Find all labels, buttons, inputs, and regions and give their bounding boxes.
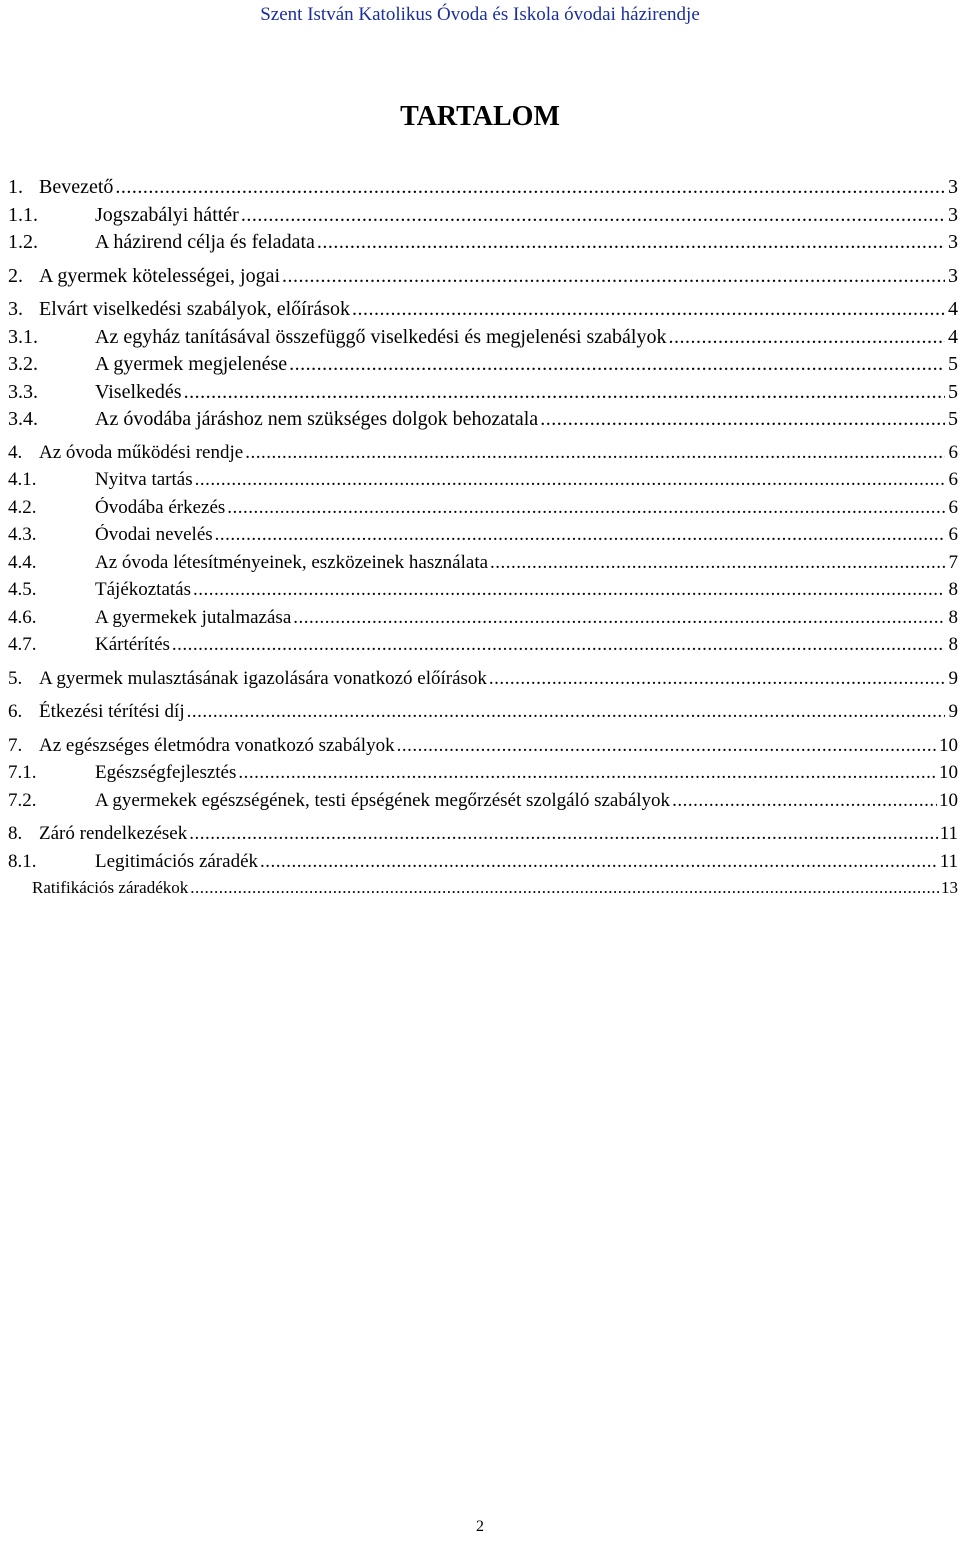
toc-leader [672, 790, 937, 812]
toc-number: 4.2. [8, 496, 37, 518]
toc-page: 3 [948, 231, 958, 253]
toc-number: 1.2. [8, 231, 38, 253]
toc-entry-7-2[interactable] [8, 790, 958, 818]
toc-entry-2[interactable] [8, 265, 958, 293]
toc-leader [190, 878, 939, 898]
toc-entry-1-2[interactable] [8, 231, 958, 259]
toc-entry-4-1[interactable] [8, 469, 958, 497]
toc-number: 6. [8, 701, 23, 722]
toc-leader [227, 497, 945, 519]
toc-title: Jogszabályi háttér [95, 203, 239, 226]
toc-page: 8 [948, 606, 958, 628]
toc-page: 6 [948, 441, 958, 463]
toc-leader [293, 607, 945, 629]
toc-page: 9 [948, 701, 958, 722]
toc-leader [352, 298, 945, 321]
running-header: Szent István Katolikus Óvoda és Iskola óvodai házirendje [260, 4, 700, 25]
toc-title: A gyermek kötelességei, jogai [39, 264, 281, 287]
toc-leader [490, 552, 945, 574]
toc-page: 8 [948, 579, 958, 600]
toc-page: 6 [948, 524, 958, 545]
toc-page: 9 [948, 667, 958, 689]
toc-entry-7-1[interactable] [8, 762, 958, 790]
toc-leader [215, 524, 945, 546]
toc-number: 2. [8, 264, 23, 287]
toc-number: 3.1. [8, 325, 38, 348]
toc-entry-4-6[interactable] [8, 607, 958, 635]
toc-number: 3.3. [8, 380, 38, 403]
toc-leader [193, 579, 945, 601]
toc-number: 3. [8, 298, 23, 320]
toc-title: Tájékoztatás [95, 579, 192, 600]
toc-entry-7[interactable] [8, 735, 958, 763]
toc-title: Záró rendelkezések [39, 823, 188, 844]
toc-number: 1.1. [8, 203, 38, 226]
toc-page: 7 [948, 551, 958, 573]
toc-page: 10 [939, 762, 958, 783]
toc-number: 3.4. [8, 408, 38, 430]
toc-entry-3-1[interactable] [8, 326, 958, 354]
toc-leader [540, 408, 945, 431]
toc-entry-4-7[interactable] [8, 634, 958, 662]
toc-page: 3 [948, 264, 958, 287]
page-title: TARTALOM [400, 101, 560, 132]
toc-title: Bevezető [39, 176, 114, 198]
toc-page: 6 [948, 469, 958, 490]
toc-entry-4-5[interactable] [8, 579, 958, 607]
toc-number: 4.1. [8, 469, 37, 490]
toc-number: 4. [8, 441, 23, 463]
toc-leader [184, 381, 945, 404]
page-number: 2 [476, 1518, 484, 1535]
toc-title: Az óvoda létesítményeinek, eszközeinek használata [95, 551, 489, 573]
toc-title: Ratifikációs záradékok [32, 878, 189, 897]
toc-entry-3[interactable] [8, 298, 958, 326]
toc-title: Nyitva tartás [95, 469, 193, 490]
toc-leader [245, 442, 945, 464]
toc-entry-3-3[interactable] [8, 381, 958, 409]
toc-page: 3 [948, 203, 958, 226]
toc-title: A gyermekek egészségének, testi épségének megőrzését szolgáló szabályok [95, 789, 671, 811]
toc-number: 5. [8, 667, 23, 689]
toc-leader [195, 469, 945, 491]
toc-leader [187, 701, 945, 723]
toc-title: A gyermek megjelenése [95, 353, 288, 375]
toc-page: 5 [948, 353, 958, 375]
toc-entry-1-1[interactable] [8, 204, 958, 232]
toc-page: 4 [948, 298, 958, 320]
toc-entry-4[interactable] [8, 442, 958, 470]
toc-title: A gyermekek jutalmazása [95, 606, 292, 628]
toc-number: 4.5. [8, 579, 37, 600]
toc-title: Étkezési térítési díj [39, 701, 185, 722]
table-of-contents [8, 176, 958, 906]
toc-title: Az egészséges életmódra vonatkozó szabályok [39, 734, 395, 756]
toc-page: 3 [948, 176, 958, 198]
toc-title: Legitimációs záradék [95, 850, 259, 872]
toc-title: Óvodai nevelés [95, 524, 213, 545]
toc-leader [489, 668, 945, 690]
toc-leader [317, 231, 945, 254]
toc-title: A gyermek mulasztásának igazolására vonatkozó előírások [39, 667, 487, 689]
toc-number: 4.7. [8, 634, 37, 655]
toc-entry-4-2[interactable] [8, 497, 958, 525]
toc-leader [238, 762, 937, 784]
toc-number: 7.2. [8, 789, 37, 811]
toc-title: Egészségfejlesztés [95, 762, 237, 783]
toc-page: 8 [948, 634, 958, 655]
toc-title: A házirend célja és feladata [95, 231, 315, 253]
toc-page: 5 [948, 408, 958, 430]
toc-leader [668, 326, 945, 349]
toc-leader [189, 823, 937, 845]
toc-leader [241, 204, 945, 227]
toc-title: Viselkedés [95, 380, 182, 403]
toc-page: 5 [948, 380, 958, 403]
toc-entry-6[interactable] [8, 701, 958, 729]
toc-number: 4.4. [8, 551, 37, 573]
toc-page: 10 [939, 734, 958, 756]
toc-title: Az egyház tanításával összefüggő viselkedési és megjelenési szabályok [95, 325, 667, 348]
toc-leader [289, 353, 945, 376]
toc-entry-3-2[interactable] [8, 353, 958, 381]
toc-entry-8[interactable] [8, 823, 958, 851]
toc-number: 3.2. [8, 353, 38, 375]
toc-entry-8-1[interactable] [8, 851, 958, 879]
toc-number: 7. [8, 734, 23, 756]
toc-entry-5[interactable] [8, 668, 958, 696]
toc-number: 7.1. [8, 762, 37, 783]
toc-title: Óvodába érkezés [95, 496, 226, 518]
toc-title: Az óvodába járáshoz nem szükséges dolgok behozatala [95, 408, 539, 430]
toc-leader [115, 176, 945, 199]
toc-entry-1[interactable] [8, 176, 958, 204]
toc-title: Elvárt viselkedési szabályok, előírások [39, 298, 351, 320]
toc-number: 4.3. [8, 524, 37, 545]
toc-page: 11 [939, 850, 958, 872]
toc-title: Az óvoda működési rendje [39, 441, 244, 463]
toc-entry-3-4[interactable] [8, 408, 958, 436]
toc-page: 6 [948, 496, 958, 518]
toc-leader [397, 735, 937, 757]
toc-leader [172, 634, 945, 656]
toc-leader [282, 265, 945, 288]
toc-number: 4.6. [8, 606, 37, 628]
toc-number: 1. [8, 176, 23, 198]
toc-number: 8. [8, 823, 23, 844]
toc-page: 11 [939, 823, 958, 844]
toc-leader [260, 851, 938, 873]
toc-entry-4-4[interactable] [8, 552, 958, 580]
toc-title: Kártérítés [95, 634, 170, 655]
toc-page: 10 [939, 789, 958, 811]
toc-page: 4 [948, 325, 958, 348]
toc-entry-ratification[interactable] [8, 878, 958, 906]
toc-entry-4-3[interactable] [8, 524, 958, 552]
toc-number: 8.1. [8, 850, 37, 872]
toc-page: 13 [941, 878, 958, 897]
